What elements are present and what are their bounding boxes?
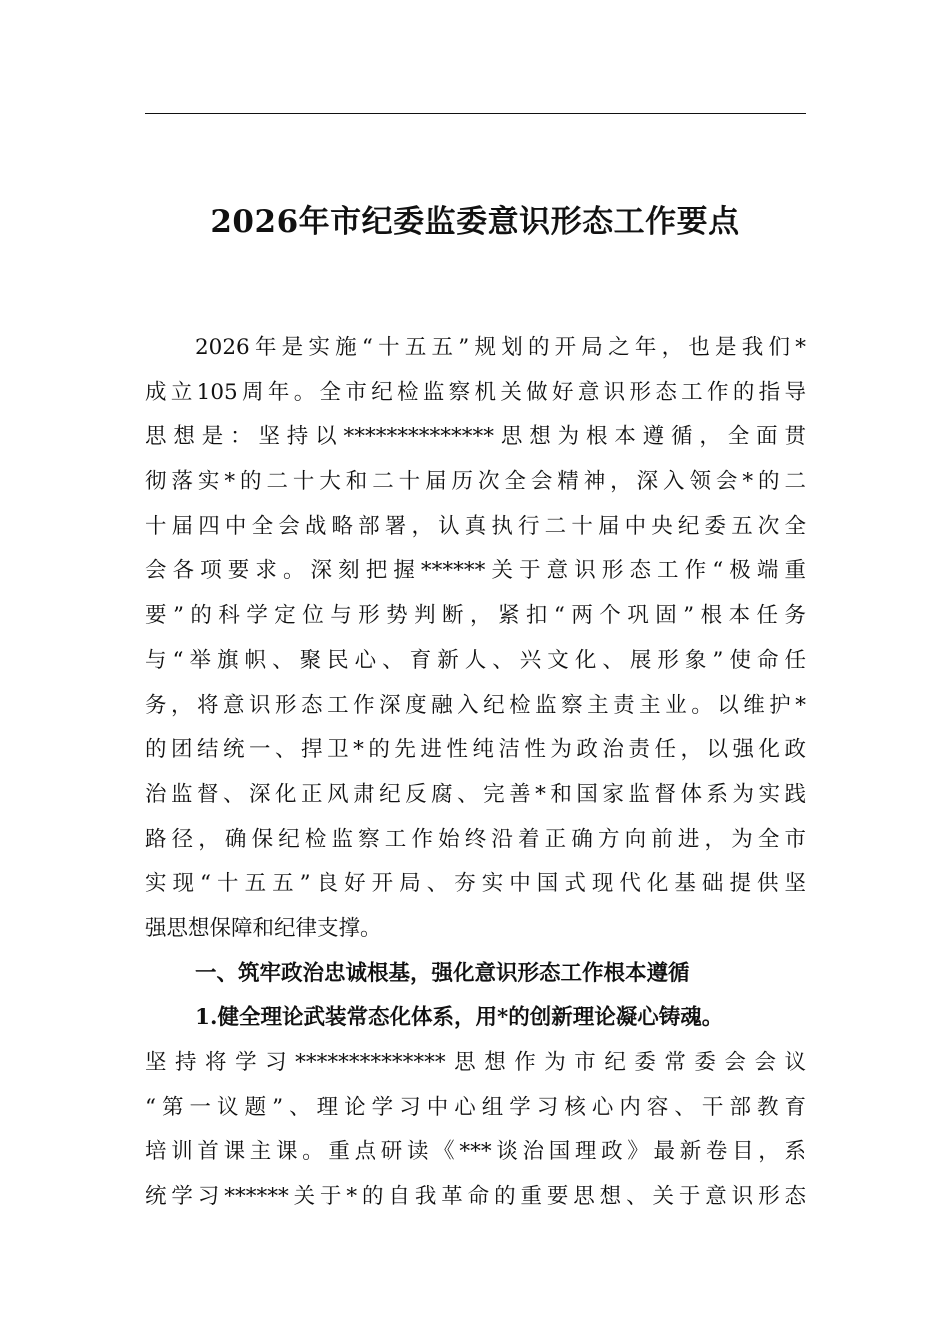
paragraph-line: 成立105周年。全市纪检监察机关做好意识形态工作的指导 bbox=[145, 379, 806, 405]
paragraph-line: 会各项要求。深刻把握******关于意识形态工作“极端重 bbox=[145, 558, 806, 584]
paragraph-line: 强思想保障和纪律支撑。 bbox=[145, 915, 382, 941]
header-rule bbox=[145, 113, 806, 114]
paragraph-line: 2026年是实施“十五五”规划的开局之年，也是我们* bbox=[195, 335, 806, 360]
section-heading: 一、筑牢政治忠诚根基，强化意识形态工作根本遵循 bbox=[195, 960, 690, 986]
paragraph-line: 要”的科学定位与形势判断，紧扣“两个巩固”根本任务 bbox=[145, 603, 806, 629]
paragraph-line: 坚持将学习**************思想作为市纪委常委会会议 bbox=[145, 1050, 806, 1075]
paragraph-line: 彻落实*的二十大和二十届历次全会精神，深入领会*的二 bbox=[145, 469, 806, 495]
paragraph-line: “第一议题”、理论学习中心组学习核心内容、干部教育 bbox=[145, 1094, 806, 1120]
document-title: 2026年市纪委监委意识形态工作要点 bbox=[210, 204, 740, 240]
paragraph-line: 路径，确保纪检监察工作始终沿着正确方向前进，为全市 bbox=[145, 826, 806, 852]
paragraph-line: 与“举旗帜、聚民心、育新人、兴文化、展形象”使命任 bbox=[145, 647, 806, 673]
paragraph-line: 实现“十五五”良好开局、夯实中国式现代化基础提供坚 bbox=[145, 871, 806, 897]
paragraph-line: 十届四中全会战略部署，认真执行二十届中央纪委五次全 bbox=[145, 513, 806, 539]
paragraph-line: 思想是：坚持以**************思想为根本遵循，全面贯 bbox=[145, 424, 806, 450]
document-body bbox=[145, 326, 806, 1220]
paragraph-line: 务，将意识形态工作深度融入纪检监察主责主业。以维护* bbox=[145, 692, 806, 718]
paragraph-line: 的团结统一、捍卫*的先进性纯洁性为政治责任，以强化政 bbox=[145, 737, 806, 763]
paragraph-line: 培训首课主课。重点研读《***谈治国理政》最新卷目，系 bbox=[145, 1139, 806, 1165]
item-heading: 1.健全理论武装常态化体系，用*的创新理论凝心铸魂。 bbox=[195, 1005, 724, 1031]
paragraph-line: 统学习******关于*的自我革命的重要思想、关于意识形态 bbox=[145, 1184, 806, 1210]
paragraph-line: 治监督、深化正风肃纪反腐、完善*和国家监督体系为实践 bbox=[145, 781, 806, 807]
